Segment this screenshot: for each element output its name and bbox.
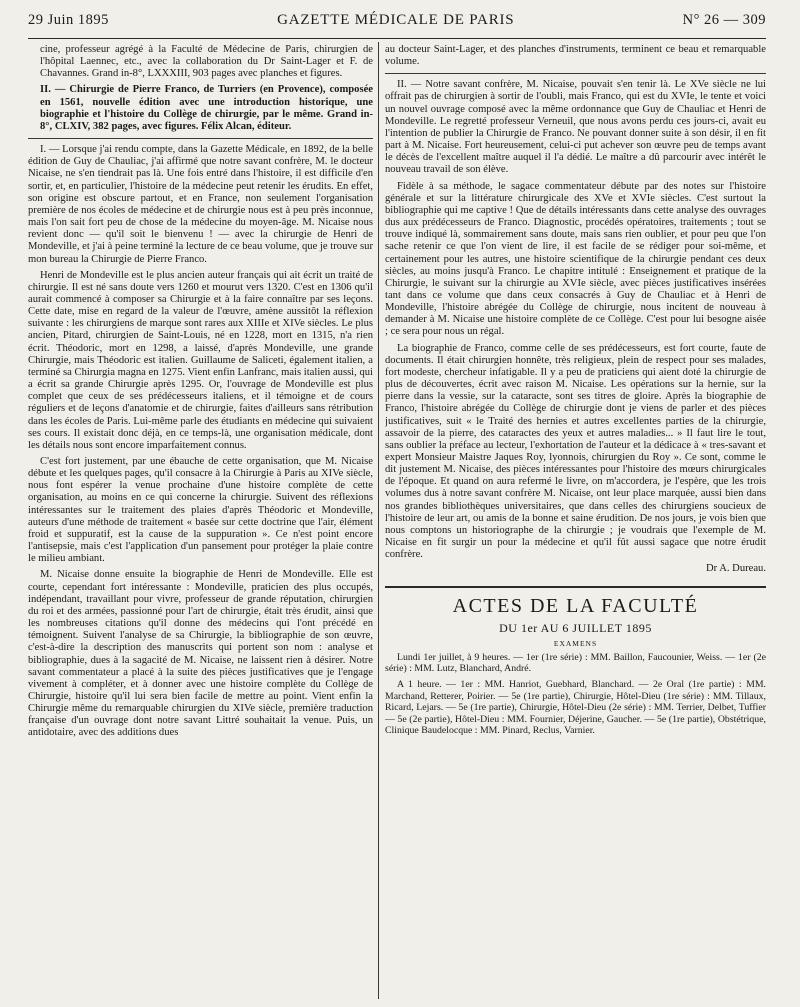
faculty-date: DU 1er AU 6 JUILLET 1895 (499, 620, 652, 635)
column-divider (378, 42, 379, 999)
faculty-title: ACTES DE LA FACULTÉ (452, 594, 699, 617)
left-paragraph-1: cine, professeur agrégé à la Faculté de Médecine de Paris, chirurgien de l'hôpital Laennec, etc., avec la collaboration du Dr Saint-Lager et F. de Chavannes. Grand in-8°, LXXXIII, 903 pages avec planches et figures. (40, 44, 373, 80)
journal-title: GAZETTE MÉDICALE DE PARIS (277, 12, 515, 28)
page-header (28, 12, 766, 38)
left-paragraph-6: M. Nicaise donne ensuite la biographie de Henri de Mondeville. Elle est courte, cependant fort intéressante : Mondeville, praticien des plus occupés, indépendant, travaillant pour vivre, professeur de grande réputation, chirurgien du roi et des armées, passionné pour l'art de chirurgie, était très érudit, ainsi que les nombreuses citations qu'il donne des médecins qui l'ont précédé en témoignent. Suivent l'analyse de sa Chirurgie, la bibliographie de son œuvre, c'est-à-dire la description des manuscrits qui portent son nom : analyse et bibliographie, dues à la sagacité de M. Nicaise, ne laissent rien à désirer. Notre savant commentateur a placé à la suite des pièces justificatives que je l'engage vivement à compléter, et à donner avec une histoire complète du Collège de Chirurgie, histoire qu'il lui sera bien facile de mettre au point. Vient enfin la Chirurgie même du remarquable chirurgien du XIVe siècle, première traduction française d'un ouvrage dont notre savant Littré souhaitait la venue. Puis, un antidotaire, avec des additions dues (28, 569, 373, 739)
right-paragraph-2: II. — Notre savant confrère, M. Nicaise, pouvait s'en tenir là. Le XVe siècle ne lui offrait pas de chirurgien à sortir de l'oubli, mais Franco, qui est du XVIe, le tente et voici un nouvel ouvrage composé avec la même ordonnance que Guy de Chauliac et Henri de Mondeville. Le regretté professeur Verneuil, que nous avons perdu ces jours-ci, avait eu l'intention de publier la Chirurgie de Franco. Ne pouvant donner suite à son désir, il en fit part à M. Nicaise. Fort heureusement, celui-ci put achever son œuvre peu de temps avant le décès de l'excellent maître auquel il l'a dédié. Le maître a dû parcourir avec intérêt le nouveau travail de son élève. (385, 79, 766, 176)
exam-entry-2: A 1 heure. — 1er : MM. Hanriot, Guebhard, Blanchard. — 2e Oral (1re partie) : MM. Marchand, Retterer, Poirier. — 5e (1re partie), Chirurgie, Hôtel-Dieu (1re série) : MM. Tillaux, Ricard, Lejars. — 5e (1re partie), Chirurgie, Hôtel-Dieu (2e série) : MM. Terrier, Delbet, Tuffier — 5e (2e partie), Hôtel-Dieu : MM. Fournier, Déjerine, Gaucher. — 5e (1re partie), Obstétrique, Clinique Baudelocque : MM. Pinard, Reclus, Varnier. (385, 678, 766, 737)
left-paragraph-3: I. — Lorsque j'ai rendu compte, dans la Gazette Médicale, en 1892, de la belle édition de Guy de Chauliac, j'ai affirmé que notre savant confrère, M. le docteur Nicaise, ne s'en tiendrait pas là. Une fois entré dans l'histoire, il est difficile d'en sortir, et, en particulier, l'histoire de la médecine peut retenir les érudits. En effet, son origine est obscure partout, et en France, non seulement l'organisation première de nos écoles de médecine et de chirurgie nous est à peu près inconnue, mais l'on sait fort peu de chose de la médecine du moyen-âge. M. Nicaise nous revient donc — qu'il soit le bienvenu ! — avec la chirurgie de Henri de Mondeville, et j'ai à peine terminé la lecture de ce beau volume, que je trouve sur mon bureau la Chirurgie de Pierre Franco. (28, 144, 373, 265)
left-column (28, 44, 373, 1001)
faculty-rule (385, 586, 766, 588)
faculty-exams-heading: EXAMENS (553, 638, 598, 648)
right-column (385, 44, 766, 1001)
left-paragraph-5: C'est fort justement, par une ébauche de cette organisation, que M. Nicaise débute et les quelques pages, qu'il consacre à la Chirurgie à Paris au XIVe siècle, nous font espérer la venue prochaine d'une histoire complète de cette organisation, au moins en ce qui concerne la chirurgie. Suivent des réflexions intéressantes sur le traitement des plaies d'après Théodoric et Mondeville, auteurs d'une méthode de traitement « basée sur cette doctrine que l'air, élément froid et suppuratif, est la cause de la suppuration ». Ce n'est point encore l'antisepsie, mais c'est l'application d'un pansement pour protéger la plaie contre le milieu ambiant. (28, 456, 373, 565)
left-separator (28, 138, 373, 139)
exam-entry-1: Lundi 1er juillet, à 9 heures. — 1er (1re série) : MM. Baillon, Faucounier, Weiss. — 1er (2e série) : MM. Lutz, Blanchard, André. (385, 651, 766, 675)
left-paragraph-4: Henri de Mondeville est le plus ancien auteur français qui ait écrit un traité de chirurgie. Il est né sans doute vers 1260 et mourut vers 1320. C'est en 1306 qu'il aurait commencé à composer sa Chirurgie et à la faire connaître par ses leçons. Cette date, mise en regard de la valeur de l'œuvre, amène aussitôt la réflexion suivante : les chirurgiens de marque sont rares aux XIIIe et XIVe siècles. Le plus ancien, Pitard, chirurgien de Saint-Louis, né en 1228, mort en 1315, n'a rien écrit. Théodoric, mort en 1298, a laissé, d'après Mondeville, une grande Chirurgie, mais Théodoric est italien. Guillaume de Saliceti, également italien, a terminé sa Chirurgia magna en 1275. Vient enfin Lanfranc, mais italien aussi, qui a écrit sa grande Chirurgie après 1295. Or, l'ouvrage de Mondeville est plus complet que ceux de ses prédécesseurs italiens, et il témoigne et de cours réguliers et de leçons d'anatomie et de chirurgie, faites d'ailleurs sans rétribution dans les écoles de Paris. Lui-même parle des étudiants en médecine qui suivaient ses cours. Il existait donc déjà, en ce temps-là, une organisation médicale, dont les détails nous sont encore imparfaitement connus. (28, 269, 373, 451)
left-paragraph-2: II. — Chirurgie de Pierre Franco, de Turriers (en Provence), composée en 1561, nouvelle édition avec une introduction historique, une biographie et l'histoire du Collège de chirurgie, par le même. Grand in-8°, CLXIV, 382 pages, avec figures. Félix Alcan, éditeur. (40, 84, 373, 132)
right-separator (385, 73, 766, 74)
header-date: 29 Juin 1895 (28, 12, 109, 28)
article-signature: Dr A. Dureau. (705, 563, 766, 575)
right-paragraph-4: La biographie de Franco, comme celle de ses prédécesseurs, est fort courte, faute de documents. Il était chirurgien honnête, très religieux, plein de respect pour ses malades, fort modeste, chercheur infatigable. Il y a peu de praticiens qui aient doté la chirurgie de plus de découvertes, écrit avec raison M. Nicaise. Les opérations sur la hernie, sur la pierre dans la vessie, sur la cataracte, sont ses titres de gloire. Après la biographie de Franco, l'histoire abrégée du Collège de chirurgie dont je viens de parler et des pièces justificatives, suit « le Traité des hernies et autres excellentes parties de la chirurgie, assavoir de la pierre, des cataractes des yeux et autres maladies... » Il faut lire le tout, sans oublier la préface au lecteur, l'exhortation de l'auteur et la dédicace à « tres-savant et expert Monsieur Maistre Jaques Roy, lyonnois, chirurgien du Roy ». Ce sont, comme le dit justement M. Nicaise, des pièces intéressantes pour l'histoire des mœurs chirurgicales de l'époque. Et quand on aura refermé le livre, on m'accordera, je l'espère, que les trois volumes dus à notre savant confrère M. Nicaise, ont leur place marquée, aussi bien dans nos grandes bibliothèques universitaires, que dans celles des chirurgiens soucieux de l'histoire de leur art, ou amis de la bonne et saine érudition. De nos jours, je vois bien que nous comptons un historiographe de la chirurgie ; je voudrais que l'exemple de M. Nicaise en fit surgir un pour la médecine et qu'il fût aussi sagace que notre érudit confrère. (385, 342, 766, 561)
page-number: N° 26 — 309 (682, 12, 766, 28)
right-paragraph-1: au docteur Saint-Lager, et des planches d'instruments, terminent ce beau et remarquable volume. (385, 44, 766, 68)
right-paragraph-3: Fidèle à sa méthode, le sagace commentateur débute par des notes sur l'histoire générale et sur la littérature chirurgicale des XVe et XVIe siècles. C'est surtout la bibliographie qui me captive ! Que de détails intéressants dans cette analyse des ouvrages dus aux prédécesseurs de Franco. Diagnostic, procédés opératoires, traitements ; tout se trouve indiqué là, sommairement sans doute, mais sans rien oublier, et pour peu que l'on sache retenir ce que l'on vient de lire, il est facile de se rédiger pour soi-même, et certainement pour les autres, une histoire scientifique de la chirurgie pendant ces deux siècles, au moins jusqu'à Franco. Le chapitre intitulé : Enseignement et pratique de la Chirurgie, le suivant sur la chirurgie au XVIe siècle, avec pièces justificatives insérées tant dans ce volume que dans ceux consacrés à Guy de Chauliac et à Henri de Mondeville, l'histoire abrégée du Collège de chirurgie, nous incitent de nouveau à demander à M. Nicaise une histoire complète de ce Collège. C'est pour lui besogne aisée ; ce sera pour nous un régal. (385, 180, 766, 338)
header-rule (28, 38, 766, 39)
